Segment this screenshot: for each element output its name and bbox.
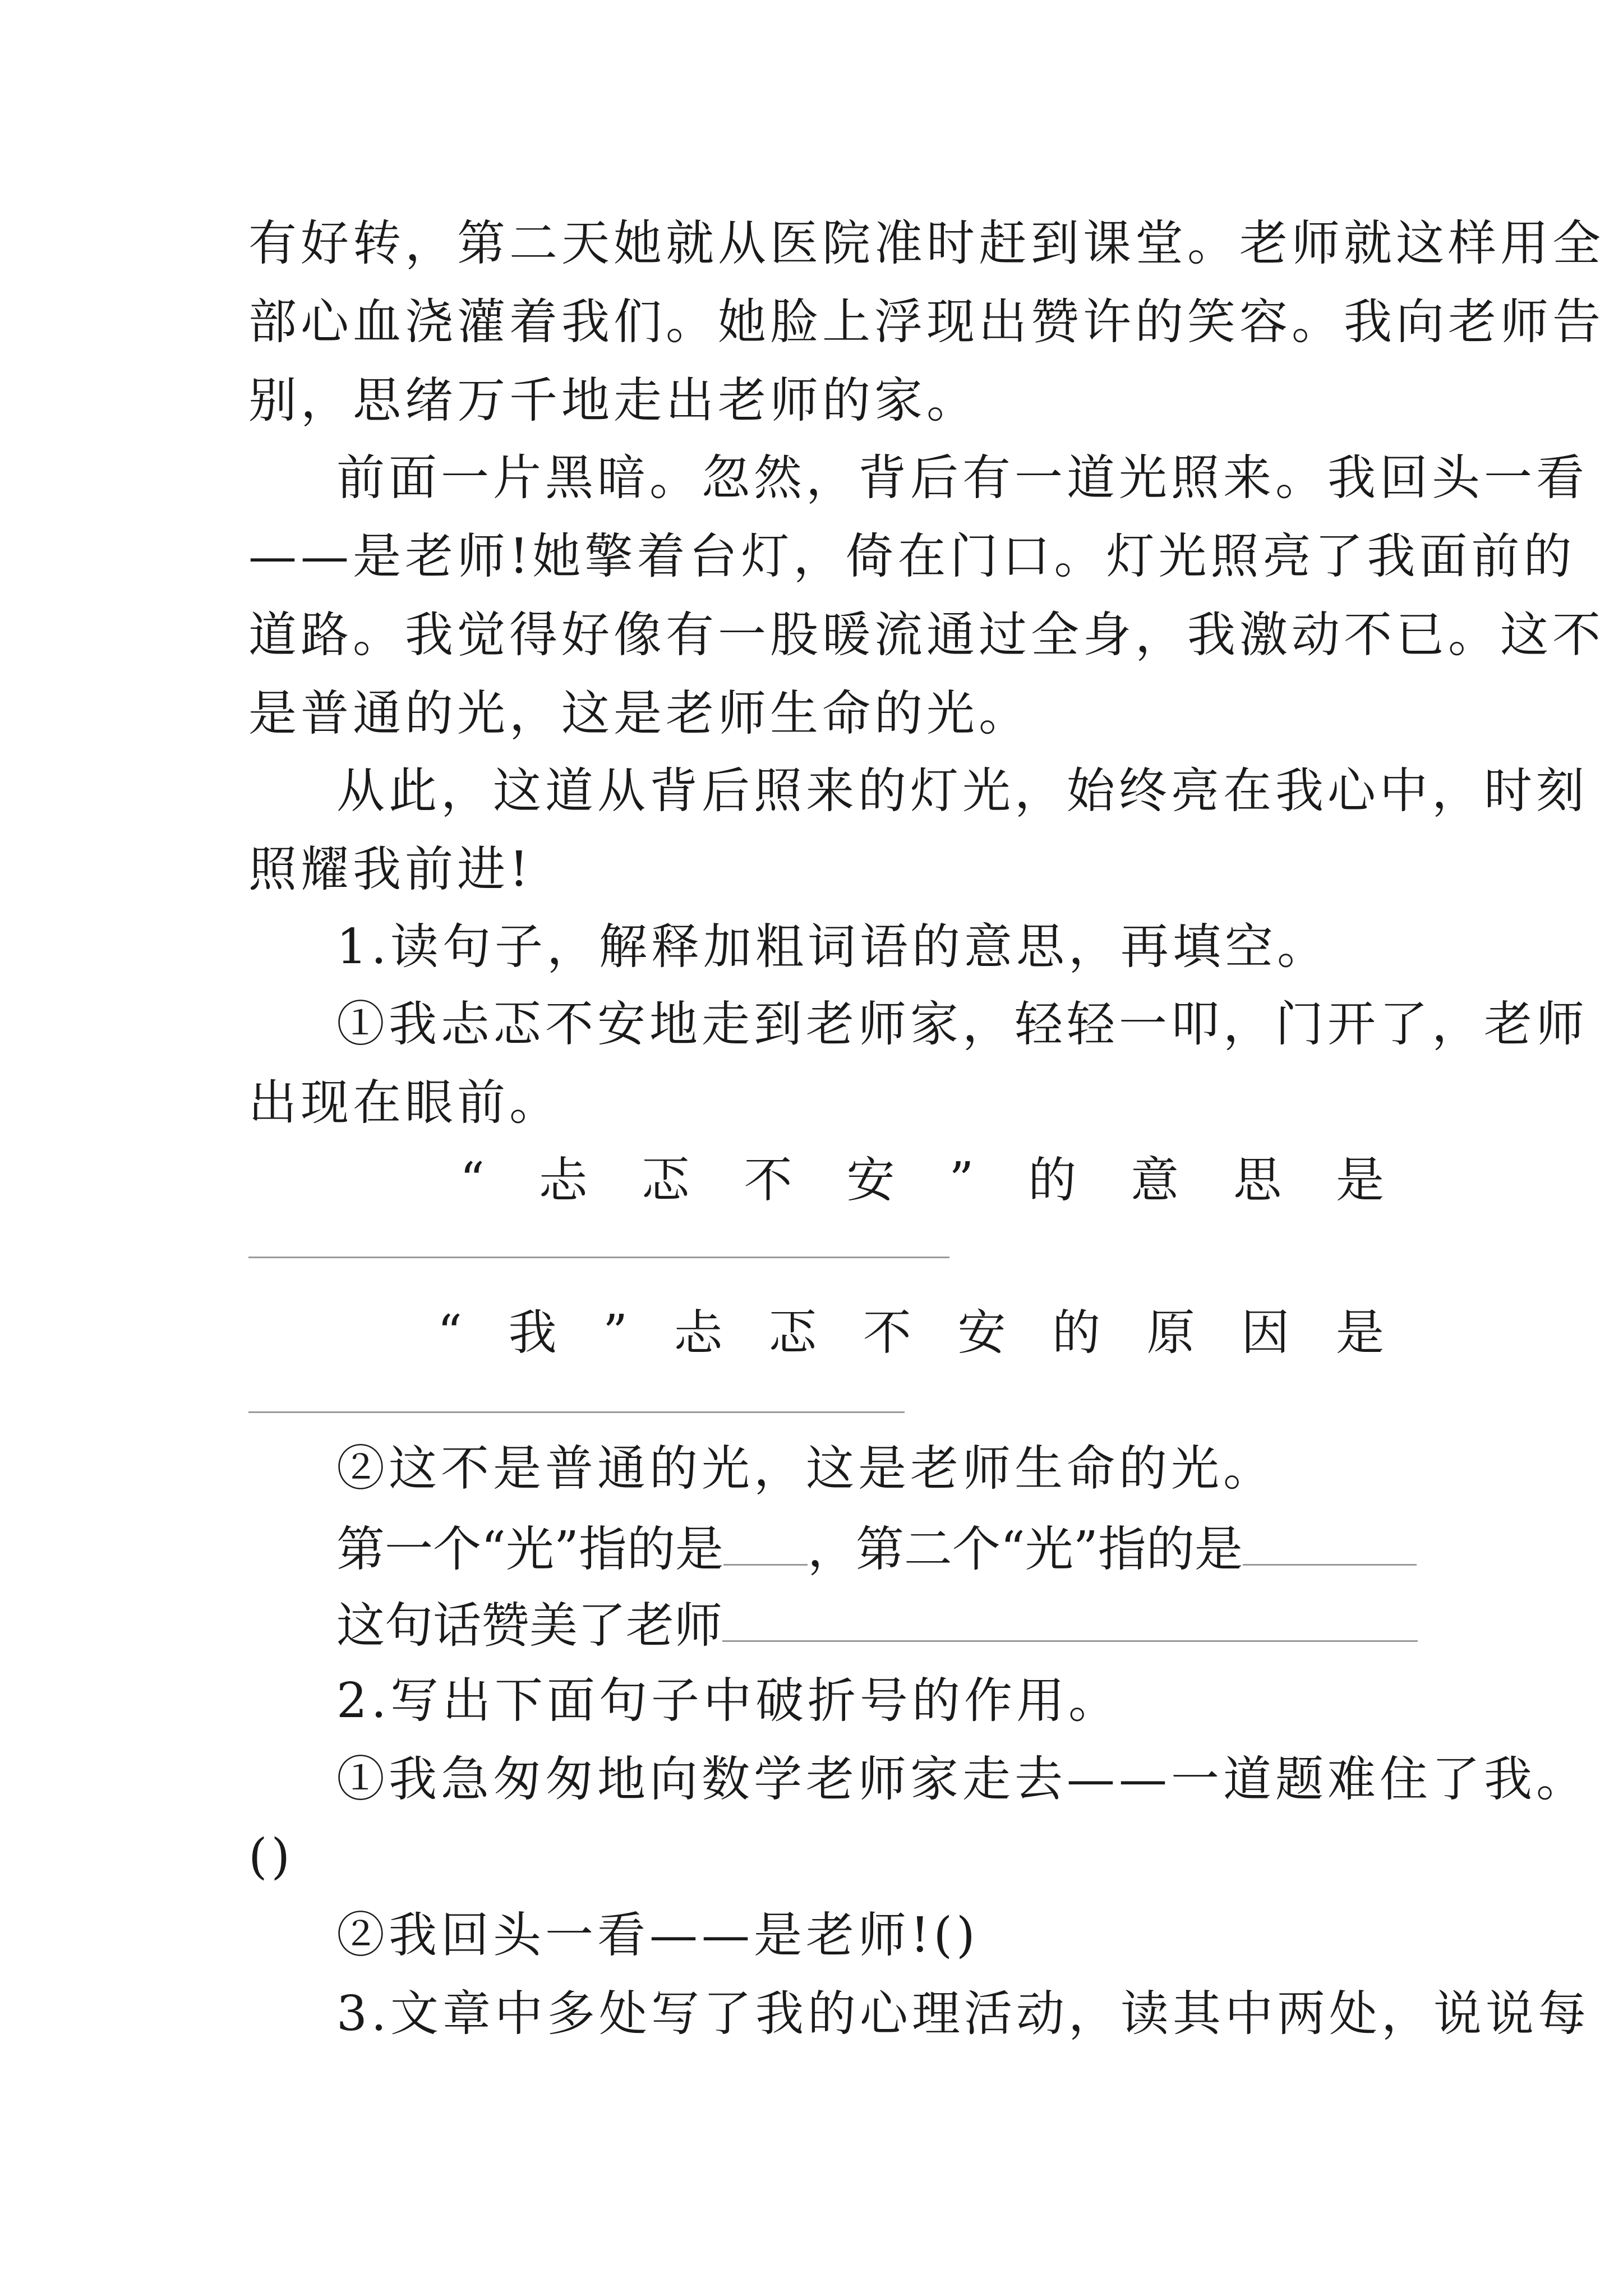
prompt-char: 的 — [1052, 1305, 1101, 1361]
prompt-char: 安 — [957, 1305, 1006, 1361]
question-2-title: 2.写出下面句子中破折号的作用。 — [336, 1673, 1121, 1729]
prompt-char: 思 — [1233, 1152, 1282, 1208]
text-line: 照耀我前进! — [248, 841, 533, 898]
answer-blank[interactable] — [248, 1257, 949, 1258]
text-line: ②这不是普通的光，这是老师生命的光。 — [336, 1441, 1275, 1497]
prompt-char: 忑 — [768, 1305, 817, 1361]
q1-meaning-prompt — [460, 1141, 1384, 1220]
prompt-char: 忐 — [674, 1305, 722, 1361]
prompt-char: 是 — [1335, 1305, 1384, 1361]
text-line: 道路。我觉得好像有一股暖流通过全身，我激动不已。这不 — [248, 607, 1604, 663]
prompt-char: 原 — [1146, 1305, 1195, 1361]
q1-praise-fill — [336, 1584, 1384, 1663]
fill-text: ，第二个“光”指的是 — [807, 1521, 1243, 1577]
prompt-char: 不 — [863, 1305, 911, 1361]
answer-blank[interactable] — [248, 1411, 905, 1413]
q1-light-fill — [336, 1508, 1384, 1586]
prompt-char: 的 — [1028, 1152, 1077, 1208]
prompt-char: 因 — [1241, 1305, 1290, 1361]
fill-text: 这句话赞美了老师 — [336, 1598, 722, 1654]
text-line: 前面一片黑暗。忽然，背后有一道光照来。我回头一看 — [336, 450, 1588, 506]
text-line: 部心血浇灌着我们。她脸上浮现出赞许的笑容。我向老师告 — [248, 294, 1604, 350]
fill-text: 第一个“光”指的是 — [336, 1521, 723, 1577]
answer-paren[interactable]: () — [248, 1829, 294, 1885]
prompt-char: ” — [603, 1305, 628, 1361]
prompt-char: “ — [460, 1152, 485, 1208]
prompt-char: 我 — [508, 1305, 557, 1361]
text-line: 有好转，第二天她就从医院准时赶到课堂。老师就这样用全 — [248, 215, 1604, 272]
question-1-title: 1.读句子，解释加粗词语的意思，再填空。 — [336, 919, 1330, 975]
text-line: 是普通的光，这是老师生命的光。 — [248, 685, 1031, 742]
prompt-char: 意 — [1131, 1152, 1179, 1208]
prompt-char: 是 — [1335, 1152, 1384, 1208]
q1-reason-prompt — [437, 1294, 1384, 1372]
prompt-char: 忐 — [538, 1152, 587, 1208]
text-line: ——是老师!她擎着台灯，倚在门口。灯光照亮了我面前的 — [248, 528, 1576, 585]
question-3-title: 3.文章中多处写了我的心理活动，读其中两处，说说每 — [336, 1986, 1590, 2042]
answer-blank[interactable] — [722, 1584, 1418, 1642]
text-line: 出现在眼前。 — [248, 1075, 561, 1131]
prompt-char: 忑 — [641, 1152, 690, 1208]
prompt-char: ” — [949, 1152, 974, 1208]
text-line: ①我忐忑不安地走到老师家，轻轻一叩，门开了，老师 — [336, 996, 1588, 1052]
text-line: 从此，这道从背后照来的灯光，始终亮在我心中，时刻 — [336, 763, 1588, 819]
answer-blank[interactable] — [723, 1508, 808, 1566]
text-line: ②我回头一看——是老师!() — [336, 1907, 979, 1963]
prompt-char: “ — [437, 1305, 462, 1361]
prompt-char: 安 — [846, 1152, 895, 1208]
text-line: ①我急匆匆地向数学老师家走去——一道题难住了我。 — [336, 1751, 1588, 1807]
answer-blank[interactable] — [1243, 1508, 1417, 1566]
prompt-char: 不 — [744, 1152, 792, 1208]
text-line: 别，思绪万千地走出老师的家。 — [248, 372, 979, 429]
